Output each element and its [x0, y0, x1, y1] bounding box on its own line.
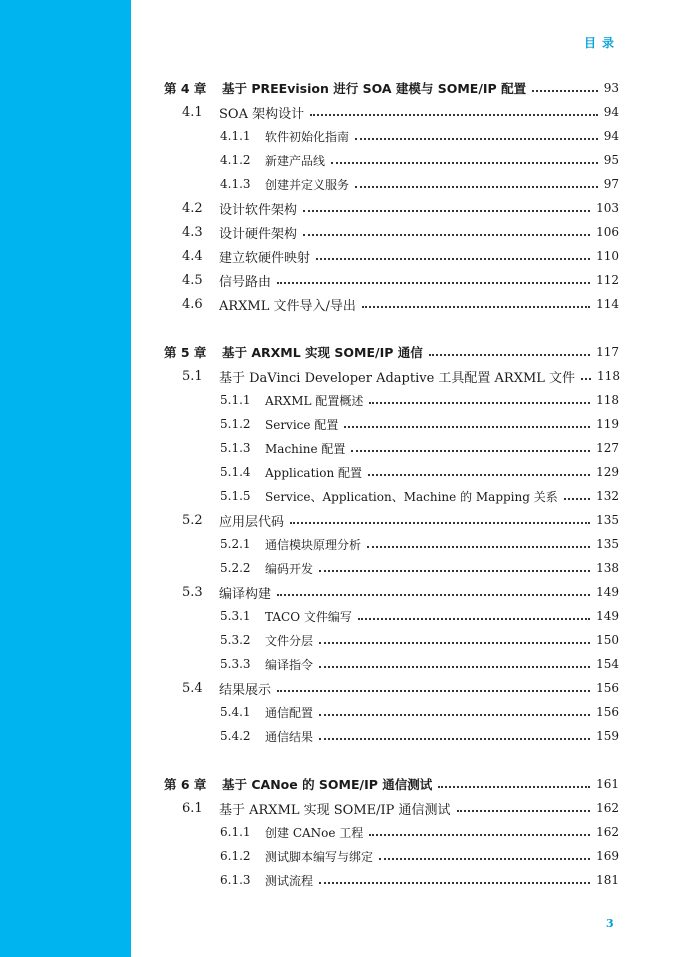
- entry-number: 4.1.1: [220, 129, 251, 143]
- entry-page-number: 162: [596, 825, 619, 839]
- entry-number: 第 6 章: [164, 777, 207, 792]
- entry-page-number: 156: [596, 681, 619, 695]
- entry-page-number: 162: [596, 801, 619, 815]
- entry-title: 新建产品线: [265, 153, 326, 168]
- entry-page-number: 161: [596, 777, 619, 791]
- toc-subsection[interactable]: [164, 844, 619, 868]
- page-header-title: 目录: [583, 36, 620, 50]
- entry-number: 4.1.2: [220, 153, 251, 167]
- entry-number: 4.3: [182, 224, 203, 240]
- entry-title: 编译指令: [265, 657, 314, 672]
- entry-number: 6.1: [182, 800, 203, 816]
- entry-title: Machine 配置: [265, 441, 346, 456]
- dot-leader: [457, 810, 591, 812]
- toc-subsection[interactable]: [164, 388, 619, 412]
- entry-title: Application 配置: [265, 465, 363, 480]
- entry-page-number: 118: [596, 393, 619, 407]
- toc-subsection[interactable]: [164, 484, 619, 508]
- entry-title: 结果展示: [219, 682, 272, 698]
- dot-leader: [319, 882, 590, 884]
- entry-number: 5.3.1: [220, 609, 251, 623]
- entry-number: 4.1.3: [220, 177, 251, 191]
- entry-number: 第 5 章: [164, 345, 207, 360]
- entry-number: 5.4.2: [220, 729, 251, 743]
- entry-title: 测试流程: [265, 873, 314, 888]
- dot-leader: [438, 786, 590, 788]
- dot-leader: [429, 354, 590, 356]
- entry-number: 5.4.1: [220, 705, 251, 719]
- entry-page-number: 169: [596, 849, 619, 863]
- dot-leader: [564, 498, 590, 500]
- toc-section[interactable]: [164, 220, 619, 244]
- entry-title: TACO 文件编写: [265, 609, 352, 624]
- entry-number: 6.1.2: [220, 849, 251, 863]
- dot-leader: [319, 666, 590, 668]
- entry-page-number: 103: [596, 201, 619, 215]
- entry-page-number: 110: [596, 249, 619, 263]
- entry-title: 创建并定义服务: [265, 177, 350, 192]
- dot-leader: [303, 234, 590, 236]
- dot-leader: [331, 162, 598, 164]
- dot-leader: [369, 402, 590, 404]
- dot-leader: [355, 186, 598, 188]
- entry-number: 4.4: [182, 248, 203, 264]
- dot-leader: [355, 138, 598, 140]
- entry-title: 测试脚本编写与绑定: [265, 849, 374, 864]
- dot-leader: [362, 306, 590, 308]
- toc-section[interactable]: [164, 196, 619, 220]
- entry-title: 信号路由: [219, 274, 272, 290]
- dot-leader: [319, 570, 590, 572]
- entry-number: 4.6: [182, 296, 203, 312]
- dot-leader: [379, 858, 590, 860]
- dot-leader: [368, 474, 590, 476]
- toc-chapter[interactable]: [164, 340, 619, 364]
- entry-title: 软件初始化指南: [265, 129, 350, 144]
- toc-chapter[interactable]: [164, 76, 619, 100]
- toc-chapter[interactable]: [164, 772, 619, 796]
- entry-page-number: 112: [596, 273, 619, 287]
- dot-leader: [581, 378, 591, 380]
- dot-leader: [277, 594, 590, 596]
- entry-page-number: 149: [596, 585, 619, 599]
- entry-title: 通信结果: [265, 729, 314, 744]
- entry-page-number: 156: [596, 705, 619, 719]
- entry-number: 5.4: [182, 680, 203, 696]
- side-color-bar: [0, 0, 131, 957]
- entry-title: 基于 CANoe 的 SOME/IP 通信测试: [222, 777, 433, 792]
- toc-subsection[interactable]: [164, 604, 619, 628]
- dot-leader: [319, 738, 590, 740]
- toc-subsection[interactable]: [164, 436, 619, 460]
- toc-section[interactable]: [164, 364, 619, 388]
- entry-page-number: 159: [596, 729, 619, 743]
- entry-page-number: 135: [596, 537, 619, 551]
- toc-section[interactable]: [164, 100, 619, 124]
- toc-section[interactable]: [164, 244, 619, 268]
- chapter-gap: [164, 316, 619, 340]
- entry-page-number: 93: [603, 81, 619, 95]
- entry-page-number: 138: [596, 561, 619, 575]
- toc-section[interactable]: [164, 292, 619, 316]
- entry-page-number: 94: [603, 105, 619, 119]
- toc-section[interactable]: [164, 580, 619, 604]
- entry-number: 5.1.5: [220, 489, 251, 503]
- entry-page-number: 117: [596, 345, 619, 359]
- toc-subsection[interactable]: [164, 532, 619, 556]
- entry-number: 4.2: [182, 200, 203, 216]
- entry-title: 文件分层: [265, 633, 314, 648]
- entry-number: 5.1.1: [220, 393, 251, 407]
- entry-number: 5.2: [182, 512, 203, 528]
- toc-subsection[interactable]: [164, 820, 619, 844]
- entry-number: 5.2.2: [220, 561, 251, 575]
- toc-subsection[interactable]: [164, 172, 619, 196]
- entry-page-number: 119: [596, 417, 619, 431]
- toc-subsection[interactable]: [164, 148, 619, 172]
- entry-page-number: 118: [597, 369, 620, 383]
- dot-leader: [310, 114, 598, 116]
- entry-page-number: 129: [596, 465, 619, 479]
- entry-page-number: 150: [596, 633, 619, 647]
- dot-leader: [358, 618, 590, 620]
- page-number: 3: [606, 917, 614, 930]
- entry-title: Service、Application、Machine 的 Mapping 关系: [265, 489, 558, 504]
- entry-number: 6.1.1: [220, 825, 251, 839]
- entry-title: 基于 ARXML 实现 SOME/IP 通信测试: [219, 802, 451, 818]
- entry-title: 设计硬件架构: [219, 226, 298, 242]
- toc-subsection[interactable]: [164, 124, 619, 148]
- entry-number: 6.1.3: [220, 873, 251, 887]
- entry-number: 5.2.1: [220, 537, 251, 551]
- entry-page-number: 95: [603, 153, 619, 167]
- toc-section[interactable]: [164, 268, 619, 292]
- entry-title: 基于 DaVinci Developer Adaptive 工具配置 ARXML 文件: [219, 370, 576, 386]
- entry-title: 基于 PREEvision 进行 SOA 建模与 SOME/IP 配置: [222, 81, 527, 96]
- entry-title: ARXML 文件导入/导出: [219, 298, 356, 314]
- toc-subsection[interactable]: [164, 700, 619, 724]
- table-of-contents: [164, 76, 619, 892]
- chapter-gap: [164, 748, 619, 772]
- entry-title: 编码开发: [265, 561, 314, 576]
- dot-leader: [277, 690, 590, 692]
- entry-page-number: 94: [603, 129, 619, 143]
- dot-leader: [369, 834, 590, 836]
- entry-title: ARXML 配置概述: [265, 393, 364, 408]
- entry-page-number: 97: [603, 177, 619, 191]
- entry-title: 编译构建: [219, 586, 272, 602]
- entry-number: 4.1: [182, 104, 203, 120]
- toc-subsection[interactable]: [164, 460, 619, 484]
- entry-title: 应用层代码: [219, 514, 285, 530]
- entry-title: Service 配置: [265, 417, 339, 432]
- dot-leader: [344, 426, 590, 428]
- entry-page-number: 132: [596, 489, 619, 503]
- entry-title: 建立软硬件映射: [219, 250, 311, 266]
- toc-subsection[interactable]: [164, 868, 619, 892]
- dot-leader: [532, 90, 598, 92]
- entry-page-number: 135: [596, 513, 619, 527]
- entry-number: 5.3.2: [220, 633, 251, 647]
- entry-number: 5.1.3: [220, 441, 251, 455]
- toc-subsection[interactable]: [164, 628, 619, 652]
- dot-leader: [367, 546, 590, 548]
- entry-title: 创建 CANoe 工程: [265, 825, 364, 840]
- entry-page-number: 154: [596, 657, 619, 671]
- dot-leader: [290, 522, 590, 524]
- entry-number: 4.5: [182, 272, 203, 288]
- toc-subsection[interactable]: [164, 556, 619, 580]
- entry-number: 5.3.3: [220, 657, 251, 671]
- entry-page-number: 181: [596, 873, 619, 887]
- entry-title: 设计软件架构: [219, 202, 298, 218]
- toc-subsection[interactable]: [164, 412, 619, 436]
- toc-subsection[interactable]: [164, 652, 619, 676]
- entry-title: 通信配置: [265, 705, 314, 720]
- dot-leader: [303, 210, 590, 212]
- toc-section[interactable]: [164, 508, 619, 532]
- toc-section[interactable]: [164, 676, 619, 700]
- entry-page-number: 106: [596, 225, 619, 239]
- dot-leader: [351, 450, 590, 452]
- toc-subsection[interactable]: [164, 724, 619, 748]
- entry-page-number: 114: [596, 297, 619, 311]
- entry-number: 第 4 章: [164, 81, 207, 96]
- dot-leader: [316, 258, 590, 260]
- entry-title: 通信模块原理分析: [265, 537, 362, 552]
- entry-number: 5.1.2: [220, 417, 251, 431]
- entry-title: 基于 ARXML 实现 SOME/IP 通信: [222, 345, 423, 360]
- entry-page-number: 127: [596, 441, 619, 455]
- entry-number: 5.3: [182, 584, 203, 600]
- entry-page-number: 149: [596, 609, 619, 623]
- entry-number: 5.1.4: [220, 465, 251, 479]
- toc-section[interactable]: [164, 796, 619, 820]
- dot-leader: [319, 714, 590, 716]
- entry-title: SOA 架构设计: [219, 106, 305, 122]
- dot-leader: [319, 642, 590, 644]
- entry-number: 5.1: [182, 368, 203, 384]
- dot-leader: [277, 282, 590, 284]
